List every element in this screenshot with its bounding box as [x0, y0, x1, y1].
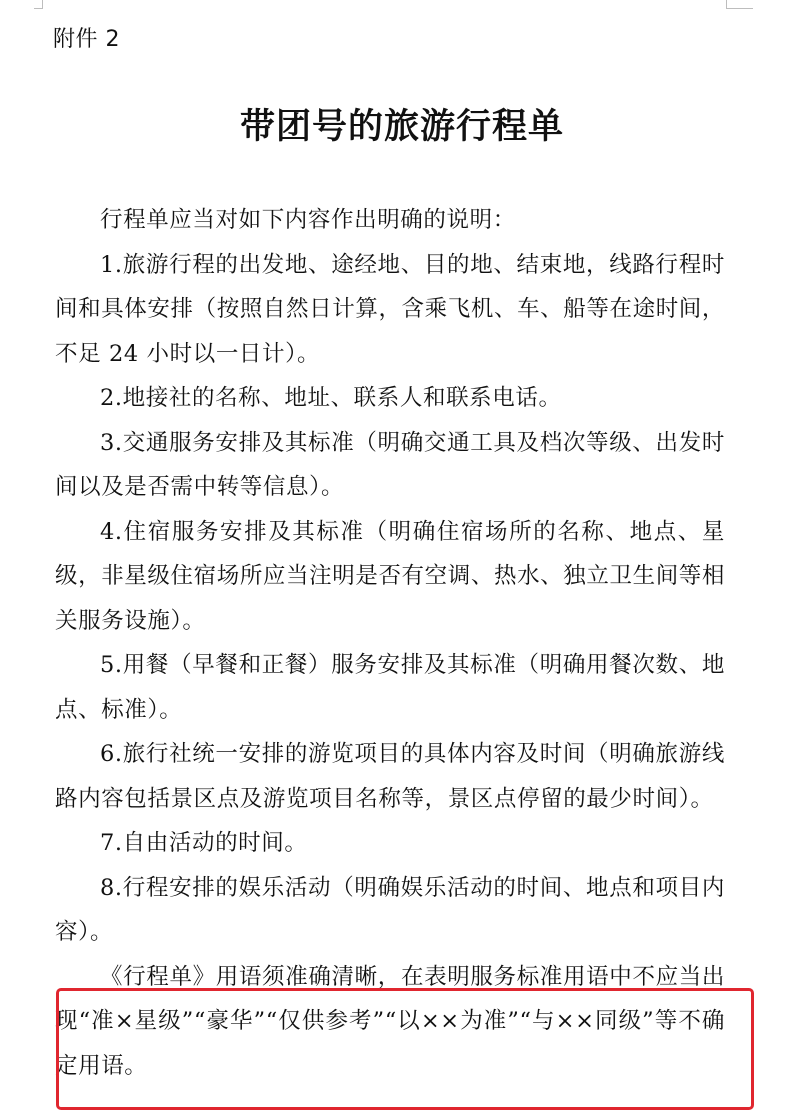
intro-paragraph: 行程单应当对如下内容作出明确的说明： — [100, 207, 516, 233]
item-2-paragraph: 2.地接社的名称、地址、联系人和联系电话。 — [100, 385, 562, 411]
attachment-label: 附件 2 — [53, 27, 120, 52]
item-4-paragraph: 4.住宿服务安排及其标准（明确住宿场所的名称、地点、星级，非星级住宿场所应当注明是否有空调、热水、独立卫生间等相关服务设施）。 — [55, 518, 725, 634]
item-3-paragraph: 3.交通服务安排及其标准（明确交通工具及档次等级、出发时间以及是否需中转等信息）。 — [55, 429, 725, 500]
crop-mark-right — [726, 0, 753, 9]
item-6-paragraph: 6.旅行社统一安排的游览项目的具体内容及时间（明确旅游线路内容包括景区点及游览项目名称等，景区点停留的最少时间）。 — [55, 741, 725, 812]
document-body — [55, 198, 725, 1088]
crop-mark-left — [34, 0, 43, 9]
wording-requirement-paragraph: 《行程单》用语须准确清晰，在表明服务标准用语中不应当出现“准×星级”“豪华”“仅供参考”“以××为准”“与××同级”等不确定用语。 — [55, 963, 725, 1079]
item-5-paragraph: 5.用餐（早餐和正餐）服务安排及其标准（明确用餐次数、地点、标准）。 — [55, 652, 725, 723]
item-7-paragraph: 7.自由活动的时间。 — [100, 830, 308, 856]
item-1-paragraph: 1.旅游行程的出发地、途经地、目的地、结束地，线路行程时间和具体安排（按照自然日计算，含乘飞机、车、船等在途时间，不足 24 小时以一日计）。 — [55, 251, 725, 367]
item-8-paragraph: 8.行程安排的娱乐活动（明确娱乐活动的时间、地点和项目内容）。 — [55, 874, 725, 945]
document-title: 带团号的旅游行程单 — [239, 106, 564, 147]
